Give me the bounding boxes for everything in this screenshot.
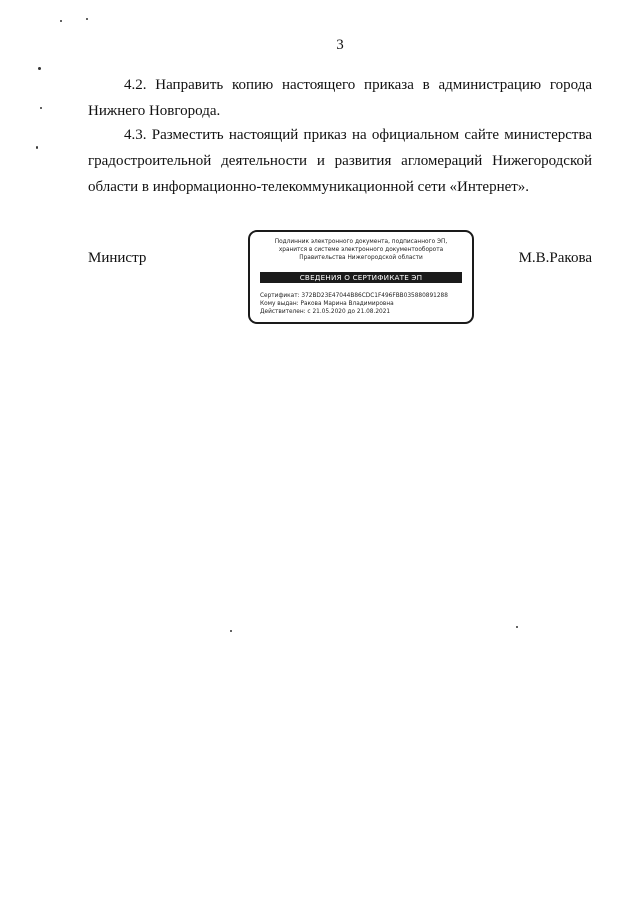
stamp-header-line: Правительства Нижегородской области [299, 255, 423, 261]
signatory-name: М.В.Ракова [518, 250, 592, 266]
issued-to-label: Кому выдан: [260, 301, 299, 307]
signatory-title: Министр [88, 250, 147, 266]
paragraph-text: Разместить настоящий приказ на официальном сайте министерства градостроительной деятельности и развития агломераций Нижегородской области в информационно-телекоммуникационной сети «Интернет». [88, 127, 593, 195]
scan-speck [38, 67, 41, 70]
validity-label: Действителен: [260, 309, 306, 315]
electronic-signature-stamp [248, 230, 474, 324]
paragraph-text: Направить копию настоящего приказа в администрацию города Нижнего Новгорода. [88, 77, 593, 119]
scan-speck [516, 626, 518, 628]
validity-value: с 21.05.2020 до 21.08.2021 [307, 309, 391, 315]
scan-speck [230, 630, 232, 632]
stamp-header-line: хранится в системе электронного документооборота [278, 247, 444, 253]
stamp-header-line: Подлинник электронного документа, подписанного ЭП, [274, 239, 448, 245]
paragraph-4-3 [88, 122, 592, 200]
stamp-certificate-info [260, 292, 466, 316]
certificate-value: 372BD23E47044B86CDC1F496FBB035880891288 [301, 293, 448, 299]
stamp-header [258, 238, 464, 262]
scan-speck [60, 20, 62, 22]
paragraph-number: 4.2. [124, 77, 147, 93]
validity-row [260, 308, 466, 316]
scan-speck [86, 18, 88, 20]
issued-to-value: Ракова Марина Владимировна [300, 301, 394, 307]
page-number: 3 [336, 37, 344, 53]
issued-to-row [260, 300, 466, 308]
scan-speck [36, 146, 38, 149]
paragraph-4-2 [88, 72, 592, 124]
certificate-label: Сертификат: [260, 293, 300, 299]
stamp-certificate-bar: СВЕДЕНИЯ О СЕРТИФИКАТЕ ЭП [260, 272, 462, 283]
certificate-row [260, 292, 466, 300]
paragraph-number: 4.3. [124, 127, 147, 143]
scan-speck [40, 107, 42, 109]
